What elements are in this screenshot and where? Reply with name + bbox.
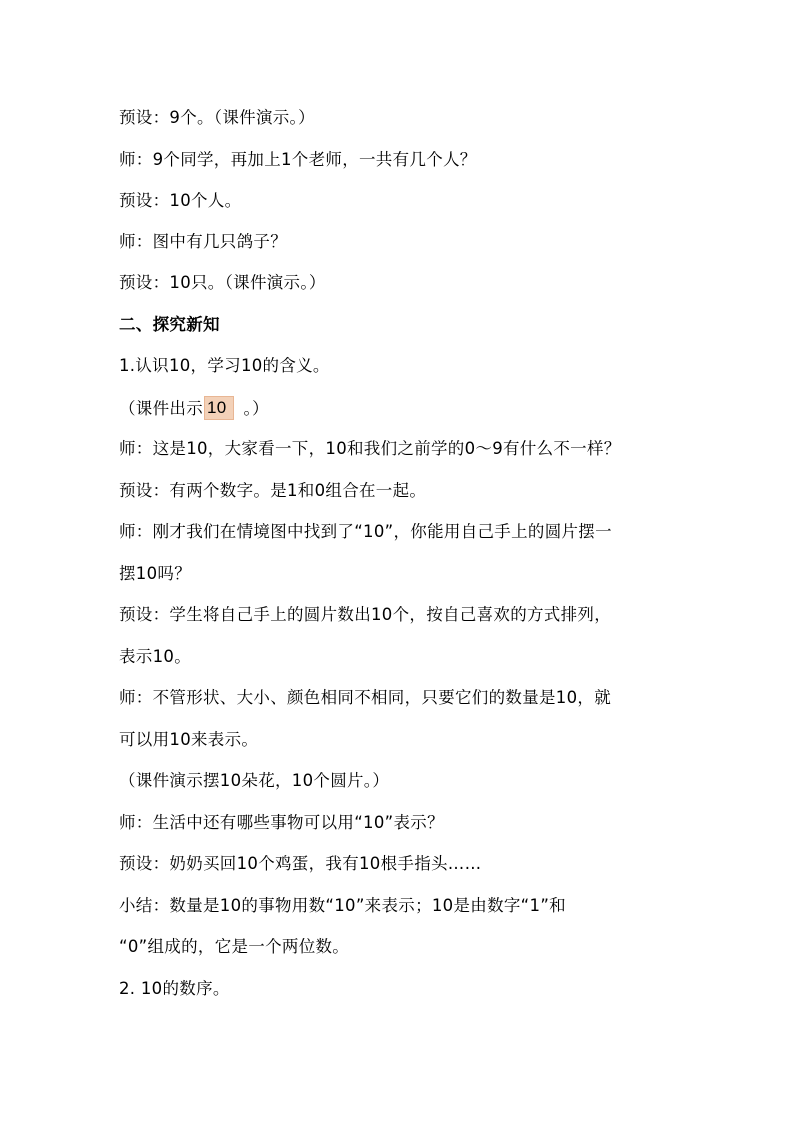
- line-preset-eggs: 预设：奶奶买回10个鸡蛋，我有10根手指头……: [119, 854, 482, 873]
- line-teacher-shape-2: 可以用10来表示。: [119, 730, 259, 749]
- line-summary-1: 小结：数量是10的事物用数“10”来表示；10是由数字“1”和: [119, 896, 566, 915]
- line-preset-students-2: 表示10。: [119, 647, 191, 666]
- line-teacher-arrange-1: 师：刚才我们在情境图中找到了“10”，你能用自己手上的圆片摆一: [119, 522, 612, 541]
- section-heading: 二、探究新知: [119, 315, 220, 334]
- line-teacher-arrange-2: 摆10吗？: [119, 564, 191, 583]
- line-courseware-show: [119, 397, 269, 421]
- line-teacher-question-people: 师：9个同学，再加上1个老师，一共有几个人？: [119, 150, 477, 169]
- line-summary-2: “0”组成的，它是一个两位数。: [119, 937, 350, 956]
- line-teacher-question-pigeons: 师：图中有几只鸽子？: [119, 232, 287, 251]
- line-preset-students-1: 预设：学生将自己手上的圆片数出10个，按自己喜欢的方式排列，: [119, 605, 611, 624]
- courseware-show-before: （课件出示: [119, 399, 203, 418]
- courseware-show-after: 。）: [243, 399, 269, 418]
- line-preset-two-digits: 预设：有两个数字。是1和0组合在一起。: [119, 481, 427, 500]
- line-teacher-compare: 师：这是10，大家看一下，10和我们之前学的0～9有什么不一样？: [119, 439, 621, 458]
- subsection-heading-2: 2. 10的数序。: [119, 979, 230, 998]
- number-10-box: 10: [204, 396, 234, 420]
- subsection-heading-1: 1.认识10，学习10的含义。: [119, 356, 330, 375]
- line-preset-10-pigeons: 预设：10只。（课件演示。）: [119, 273, 326, 292]
- line-teacher-life: 师：生活中还有哪些事物可以用“10”表示？: [119, 813, 444, 832]
- line-preset-10-people: 预设：10个人。: [119, 191, 242, 210]
- line-teacher-shape-1: 师：不管形状、大小、颜色相同不相同，只要它们的数量是10，就: [119, 688, 611, 707]
- line-preset-9: 预设：9个。（课件演示。）: [119, 108, 315, 127]
- line-courseware-flowers: （课件演示摆10朵花，10个圆片。）: [119, 771, 390, 790]
